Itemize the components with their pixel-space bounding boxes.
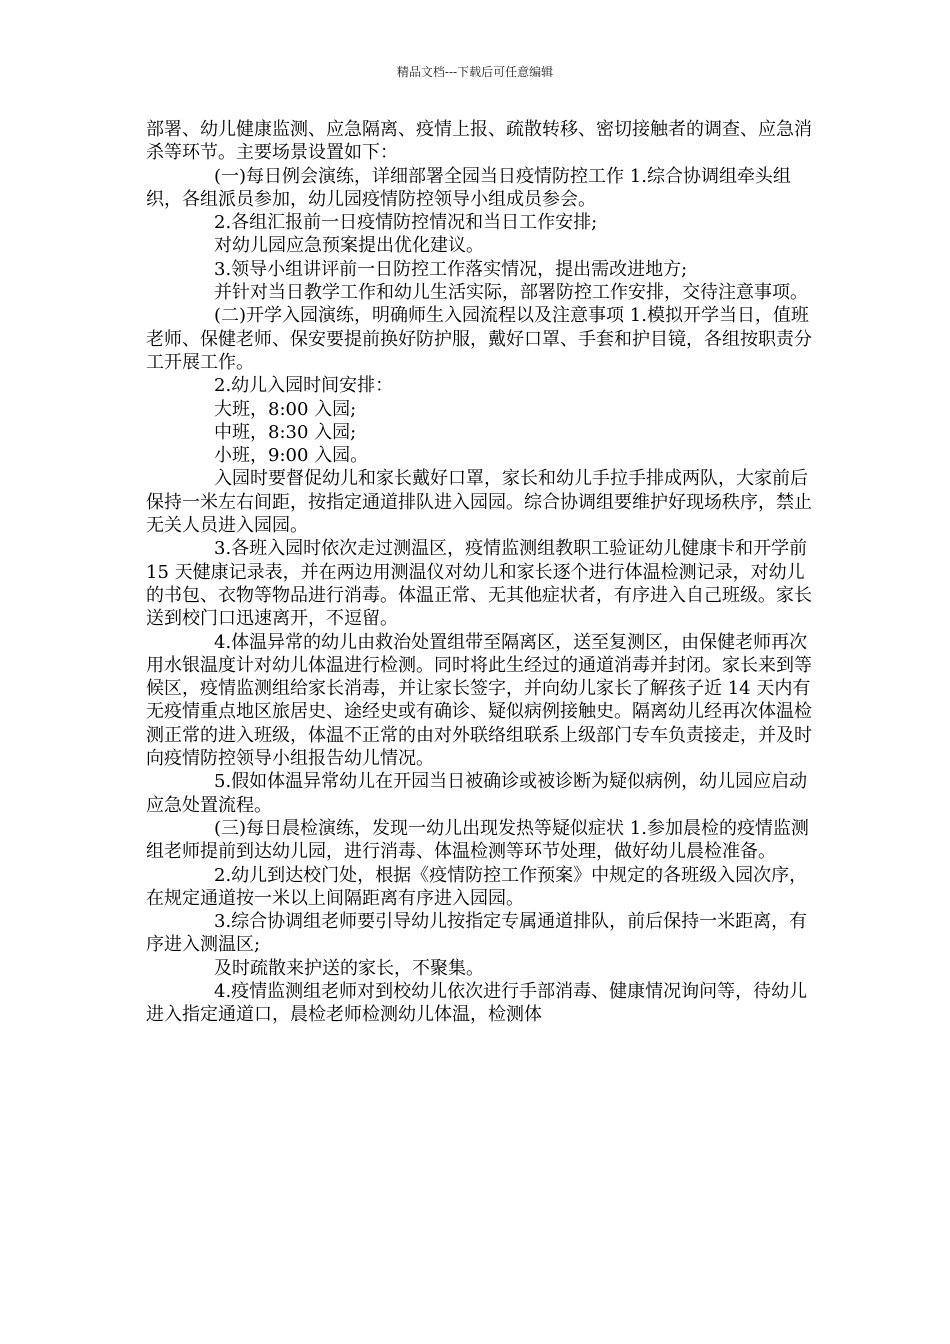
paragraph: 5.假如体温异常幼儿在开园当日被确诊或被诊断为疑似病例，幼儿园应启动应急处置流程。 xyxy=(146,771,808,816)
page-header: 精品文档---下载后可任意编辑 xyxy=(396,65,554,79)
paragraph: 4.体温异常的幼儿由救治处置组带至隔离区，送至复测区，由保健老师再次用水银温度计对幼儿体温进行检测。同时将此生经过的通道消毒并封闭。家长来到等候区，疫情监测组给家长消毒，并让家长签字，并向幼儿家长了解孩子近 14 天内有无疫情重点地区旅居史、途经史或有确诊、疑似病例接触史。隔离幼儿经再次体温检测正常的进入班级，体温不正常的由对外联络组联系上级部门专车负责接走，并及时向疫情防控领导小组报告幼儿情况。 xyxy=(146,631,812,770)
paragraph: 2.各组汇报前一日疫情防控情况和当日工作安排; xyxy=(214,212,598,234)
paragraph: 对幼儿园应急预案提出优化建议。 xyxy=(214,235,484,257)
paragraph: 3.领导小组讲评前一日防控工作落实情况，提出需改进地方; xyxy=(214,258,688,280)
paragraph: 3.综合协调组老师要引导幼儿按指定专属通道排队，前后保持一米距离，有序进入测温区; xyxy=(146,911,808,956)
paragraph: 入园时要督促幼儿和家长戴好口罩，家长和幼儿手拉手排成两队，大家前后保持一米左右间距，按指定通道排队进入园园。综合协调组要维护好现场秩序，禁止无关人员进入园园。 xyxy=(146,468,812,537)
paragraph: 小班，9:00 入园。 xyxy=(214,445,369,467)
paragraph: 并针对当日教学工作和幼儿生活实际，部署防控工作安排，交待注意事项。 xyxy=(214,282,808,304)
paragraph: 4.疫情监测组老师对到校幼儿依次进行手部消毒、健康情况询问等，待幼儿进入指定通道口，晨检老师检测幼儿体温，检测体 xyxy=(146,980,808,1026)
paragraph: 及时疏散来护送的家长，不聚集。 xyxy=(214,957,484,979)
paragraph: 2.幼儿到达校门处，根据《疫情防控工作预案》中规定的各班级入园次序，在规定通道按一米以上间隔距离有序进入园园。 xyxy=(146,864,808,909)
paragraph: 中班，8:30 入园; xyxy=(214,421,357,443)
paragraph: (二)开学入园演练，明确师生入园流程以及注意事项 1.模拟开学当日，值班老师、保健老师、保安要提前换好防护服，戴好口罩、手套和护目镜，各组按职责分工开展工作。 xyxy=(146,305,812,373)
paragraph: 3.各班入园时依次走过测温区，疫情监测组教职工验证幼儿健康卡和开学前 15 天健康记录表，并在两边用测温仪对幼儿和家长逐个进行体温检测记录，对幼儿的书包、衣物等物品进行消毒。体温正常、无其他症状者，有序进入自己班级。家长送到校门口迅速离开，不逗留。 xyxy=(146,538,812,630)
paragraph: 部署、幼儿健康监测、应急隔离、疫情上报、疏散转移、密切接触者的调查、应急消杀等环节。主要场景设置如下： xyxy=(146,119,812,164)
paragraph: (三)每日晨检演练，发现一幼儿出现发热等疑似症状 1.参加晨检的疫情监测组老师提前到达幼儿园，进行消毒、体温检测等环节处理，做好幼儿晨检准备。 xyxy=(146,817,809,863)
document-body xyxy=(146,118,816,1027)
paragraph: 大班，8:00 入园; xyxy=(214,398,357,420)
paragraph: (一)每日例会演练，详细部署全园当日疫情防控工作 1.综合协调组牵头组织，各组派员参加，幼儿园疫情防控领导小组成员参会。 xyxy=(146,165,791,210)
paragraph: 2.幼儿入园时间安排： xyxy=(214,375,394,397)
